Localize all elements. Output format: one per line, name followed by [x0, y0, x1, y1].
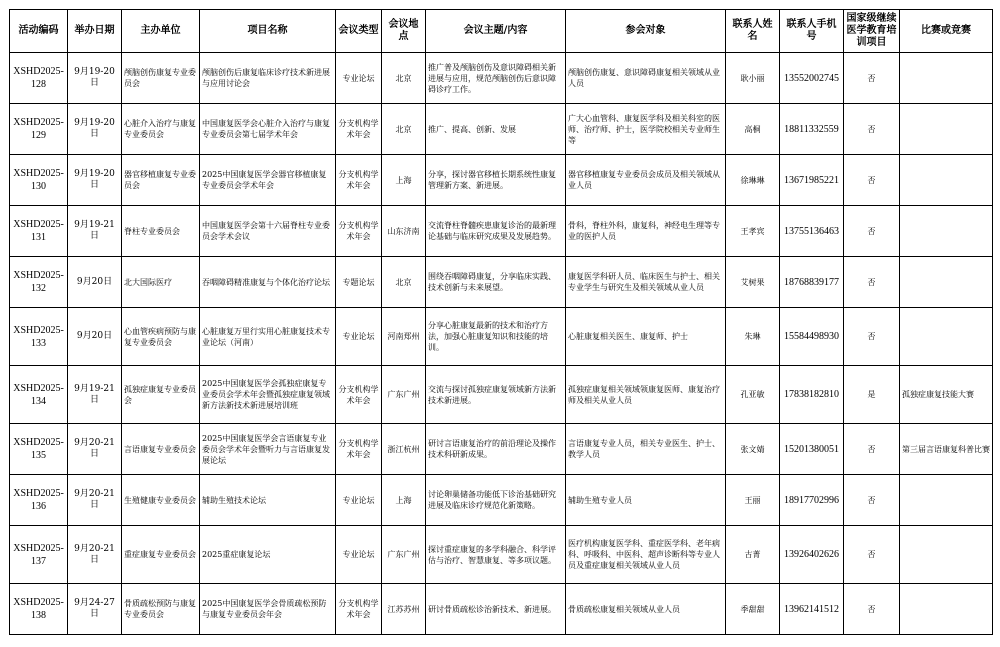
national-cme-flag-cell: 否	[844, 155, 900, 206]
event-date-cell: 9月20-21日	[68, 424, 122, 475]
event-date-cell: 9月24-27日	[68, 584, 122, 635]
meeting-theme-cell: 交流脊柱脊髓疾患康复诊治的最新理论基础与临床研究成果及发展趋势。	[426, 206, 566, 257]
table-row	[10, 366, 993, 424]
activity-code-cell: XSHD2025-129	[10, 104, 68, 155]
host-unit-cell: 孤独症康复专业委员会	[122, 366, 200, 424]
project-name-cell: 2025中国康复医学会骨质疏松预防与康复专业委员会年会	[200, 584, 336, 635]
column-header: 联系人手机号	[780, 10, 844, 53]
national-cme-flag-cell: 否	[844, 104, 900, 155]
national-cme-flag-cell: 否	[844, 424, 900, 475]
contact-phone-cell: 13671985221	[780, 155, 844, 206]
meeting-theme-cell: 围绕吞咽障碍康复，分享临床实践、技术创新与未来展望。	[426, 257, 566, 308]
audience-cell: 器官移植康复专业委员会成员及相关领域从业人员	[566, 155, 726, 206]
project-name-cell: 中国康复医学会心脏介入治疗与康复专业委员会第七届学术年会	[200, 104, 336, 155]
host-unit-cell: 骨质疏松预防与康复专业委员会	[122, 584, 200, 635]
contact-phone-cell: 18768839177	[780, 257, 844, 308]
contact-phone-cell: 13755136463	[780, 206, 844, 257]
contact-phone-cell: 18811332559	[780, 104, 844, 155]
national-cme-flag-cell: 是	[844, 366, 900, 424]
meeting-theme-cell: 分享心脏康复最新的技术和治疗方法，加强心脏康复知识和技能的培训。	[426, 308, 566, 366]
column-header: 会议类型	[336, 10, 382, 53]
event-date-cell: 9月19-20日	[68, 53, 122, 104]
table-row	[10, 257, 993, 308]
column-header: 比赛或竞赛	[900, 10, 993, 53]
column-header: 国家级继续医学教育培训项目	[844, 10, 900, 53]
table-row	[10, 584, 993, 635]
competition-cell	[900, 584, 993, 635]
contact-name-cell: 孔亚敏	[726, 366, 780, 424]
competition-cell	[900, 155, 993, 206]
host-unit-cell: 脊柱专业委员会	[122, 206, 200, 257]
host-unit-cell: 重症康复专业委员会	[122, 526, 200, 584]
meeting-location-cell: 上海	[382, 155, 426, 206]
project-name-cell: 2025中国康复医学会器官移植康复专业委员会学术年会	[200, 155, 336, 206]
activity-code-cell: XSHD2025-137	[10, 526, 68, 584]
project-name-cell: 吞咽障碍精准康复与个体化治疗论坛	[200, 257, 336, 308]
meeting-type-cell: 分支机构学术年会	[336, 206, 382, 257]
event-date-cell: 9月20日	[68, 257, 122, 308]
contact-name-cell: 耿小丽	[726, 53, 780, 104]
activity-code-cell: XSHD2025-134	[10, 366, 68, 424]
competition-cell	[900, 257, 993, 308]
national-cme-flag-cell: 否	[844, 53, 900, 104]
meeting-theme-cell: 探讨重症康复的多学科融合、科学评估与治疗、智慧康复、等多项议题。	[426, 526, 566, 584]
competition-cell: 孤独症康复技能大赛	[900, 366, 993, 424]
contact-name-cell: 古菁	[726, 526, 780, 584]
meeting-location-cell: 浙江杭州	[382, 424, 426, 475]
project-name-cell: 2025中国康复医学会言语康复专业委员会学术年会暨听力与言语康复发展论坛	[200, 424, 336, 475]
national-cme-flag-cell: 否	[844, 308, 900, 366]
host-unit-cell: 器官移植康复专业委员会	[122, 155, 200, 206]
column-header: 联系人姓名	[726, 10, 780, 53]
competition-cell	[900, 526, 993, 584]
meeting-type-cell: 分支机构学术年会	[336, 155, 382, 206]
contact-name-cell: 王孝宾	[726, 206, 780, 257]
event-date-cell: 9月20日	[68, 308, 122, 366]
contact-phone-cell: 13926402626	[780, 526, 844, 584]
meeting-type-cell: 分支机构学术年会	[336, 366, 382, 424]
contact-name-cell: 朱琳	[726, 308, 780, 366]
meeting-location-cell: 上海	[382, 475, 426, 526]
table-row	[10, 526, 993, 584]
meeting-type-cell: 专业论坛	[336, 308, 382, 366]
host-unit-cell: 言语康复专业委员会	[122, 424, 200, 475]
meeting-type-cell: 分支机构学术年会	[336, 424, 382, 475]
contact-phone-cell: 17838182810	[780, 366, 844, 424]
meeting-location-cell: 北京	[382, 53, 426, 104]
national-cme-flag-cell: 否	[844, 526, 900, 584]
contact-name-cell: 艾树果	[726, 257, 780, 308]
meeting-location-cell: 北京	[382, 104, 426, 155]
meeting-location-cell: 北京	[382, 257, 426, 308]
host-unit-cell: 颅脑创伤康复专业委员会	[122, 53, 200, 104]
audience-cell: 辅助生殖专业人员	[566, 475, 726, 526]
column-header: 活动编码	[10, 10, 68, 53]
meeting-type-cell: 专业论坛	[336, 475, 382, 526]
host-unit-cell: 生殖健康专业委员会	[122, 475, 200, 526]
contact-name-cell: 张文婧	[726, 424, 780, 475]
audience-cell: 广大心血管科、康复医学科及相关科室的医师、治疗师、护士，医学院校相关专业师生等	[566, 104, 726, 155]
meeting-type-cell: 分支机构学术年会	[336, 584, 382, 635]
meeting-location-cell: 江苏苏州	[382, 584, 426, 635]
host-unit-cell: 北大国际医疗	[122, 257, 200, 308]
meeting-type-cell: 专业论坛	[336, 53, 382, 104]
national-cme-flag-cell: 否	[844, 475, 900, 526]
column-header: 举办日期	[68, 10, 122, 53]
contact-phone-cell: 15201380051	[780, 424, 844, 475]
meeting-location-cell: 广东广州	[382, 526, 426, 584]
competition-cell	[900, 206, 993, 257]
activity-code-cell: XSHD2025-138	[10, 584, 68, 635]
project-name-cell: 心脏康复万里行实用心脏康复技术专业论坛（河南）	[200, 308, 336, 366]
activity-code-cell: XSHD2025-135	[10, 424, 68, 475]
audience-cell: 孤独症康复相关领域领康复医师、康复治疗师及相关从业人员	[566, 366, 726, 424]
project-name-cell: 2025中国康复医学会孤独症康复专业委员会学术年会暨孤独症康复领域新方法新技术新进展培训班	[200, 366, 336, 424]
competition-cell	[900, 104, 993, 155]
meeting-theme-cell: 研讨言语康复治疗的前沿理论及操作技术科研新成果。	[426, 424, 566, 475]
table-row	[10, 155, 993, 206]
project-name-cell: 颅脑创伤后康复临床诊疗技术新进展与应用讨论会	[200, 53, 336, 104]
audience-cell: 心脏康复相关医生、康复师、护士	[566, 308, 726, 366]
national-cme-flag-cell: 否	[844, 257, 900, 308]
national-cme-flag-cell: 否	[844, 206, 900, 257]
contact-phone-cell: 13552002745	[780, 53, 844, 104]
meeting-location-cell: 广东广州	[382, 366, 426, 424]
competition-cell	[900, 475, 993, 526]
contact-name-cell: 季甜甜	[726, 584, 780, 635]
meeting-theme-cell: 推广普及颅脑创伤及意识障碍相关新进展与应用，规范颅脑创伤后意识障碍诊疗工作。	[426, 53, 566, 104]
activity-code-cell: XSHD2025-130	[10, 155, 68, 206]
table-row	[10, 104, 993, 155]
activity-code-cell: XSHD2025-136	[10, 475, 68, 526]
activity-table	[9, 9, 993, 635]
audience-cell: 言语康复专业人员，相关专业医生、护士、教学人员	[566, 424, 726, 475]
project-name-cell: 2025重症康复论坛	[200, 526, 336, 584]
activity-table-container	[9, 9, 993, 635]
host-unit-cell: 心脏介入治疗与康复专业委员会	[122, 104, 200, 155]
activity-code-cell: XSHD2025-131	[10, 206, 68, 257]
activity-code-cell: XSHD2025-133	[10, 308, 68, 366]
audience-cell: 医疗机构康复医学科、重症医学科、老年病科、呼吸科、中医科、超声诊断科等专业人员及重症康复相关领域从业人员	[566, 526, 726, 584]
competition-cell	[900, 53, 993, 104]
table-row	[10, 475, 993, 526]
contact-phone-cell: 13962141512	[780, 584, 844, 635]
meeting-location-cell: 山东济南	[382, 206, 426, 257]
host-unit-cell: 心血管疾病预防与康复专业委员会	[122, 308, 200, 366]
meeting-theme-cell: 交流与探讨孤独症康复领域新方法新技术新进展。	[426, 366, 566, 424]
table-row	[10, 53, 993, 104]
meeting-type-cell: 专业论坛	[336, 526, 382, 584]
table-row	[10, 424, 993, 475]
contact-name-cell: 高桐	[726, 104, 780, 155]
event-date-cell: 9月20-21日	[68, 526, 122, 584]
event-date-cell: 9月20-21日	[68, 475, 122, 526]
column-header: 会议地点	[382, 10, 426, 53]
meeting-theme-cell: 分享，探讨器官移植长期系统性康复管理新方案、新进展。	[426, 155, 566, 206]
event-date-cell: 9月19-20日	[68, 155, 122, 206]
audience-cell: 康复医学科研人员、临床医生与护士、相关专业学生与研究生及相关领域从业人员	[566, 257, 726, 308]
contact-phone-cell: 18917702996	[780, 475, 844, 526]
meeting-theme-cell: 讨论卵巢储备功能低下诊治基础研究进展及临床诊疗规范化新策略。	[426, 475, 566, 526]
meeting-theme-cell: 研讨骨质疏松诊治新技术、新进展。	[426, 584, 566, 635]
meeting-location-cell: 河南郑州	[382, 308, 426, 366]
audience-cell: 颅脑创伤康复、意识障碍康复相关领域从业人员	[566, 53, 726, 104]
contact-name-cell: 王丽	[726, 475, 780, 526]
event-date-cell: 9月19-20日	[68, 104, 122, 155]
project-name-cell: 辅助生殖技术论坛	[200, 475, 336, 526]
competition-cell	[900, 308, 993, 366]
audience-cell: 骨科，脊柱外科，康复科，神经电生理等专业的医护人员	[566, 206, 726, 257]
meeting-type-cell: 分支机构学术年会	[336, 104, 382, 155]
table-row	[10, 308, 993, 366]
column-header: 主办单位	[122, 10, 200, 53]
event-date-cell: 9月19-21日	[68, 206, 122, 257]
activity-code-cell: XSHD2025-132	[10, 257, 68, 308]
event-date-cell: 9月19-21日	[68, 366, 122, 424]
table-row	[10, 206, 993, 257]
competition-cell: 第三届言语康复科普比赛	[900, 424, 993, 475]
column-header: 参会对象	[566, 10, 726, 53]
column-header: 项目名称	[200, 10, 336, 53]
meeting-type-cell: 专题论坛	[336, 257, 382, 308]
project-name-cell: 中国康复医学会第十六届脊柱专业委员会学术会议	[200, 206, 336, 257]
activity-code-cell: XSHD2025-128	[10, 53, 68, 104]
meeting-theme-cell: 推广、提高、创新、发展	[426, 104, 566, 155]
audience-cell: 骨质疏松康复相关领域从业人员	[566, 584, 726, 635]
contact-name-cell: 徐琳琳	[726, 155, 780, 206]
contact-phone-cell: 15584498930	[780, 308, 844, 366]
header-row	[10, 10, 993, 53]
national-cme-flag-cell: 否	[844, 584, 900, 635]
column-header: 会议主题/内容	[426, 10, 566, 53]
